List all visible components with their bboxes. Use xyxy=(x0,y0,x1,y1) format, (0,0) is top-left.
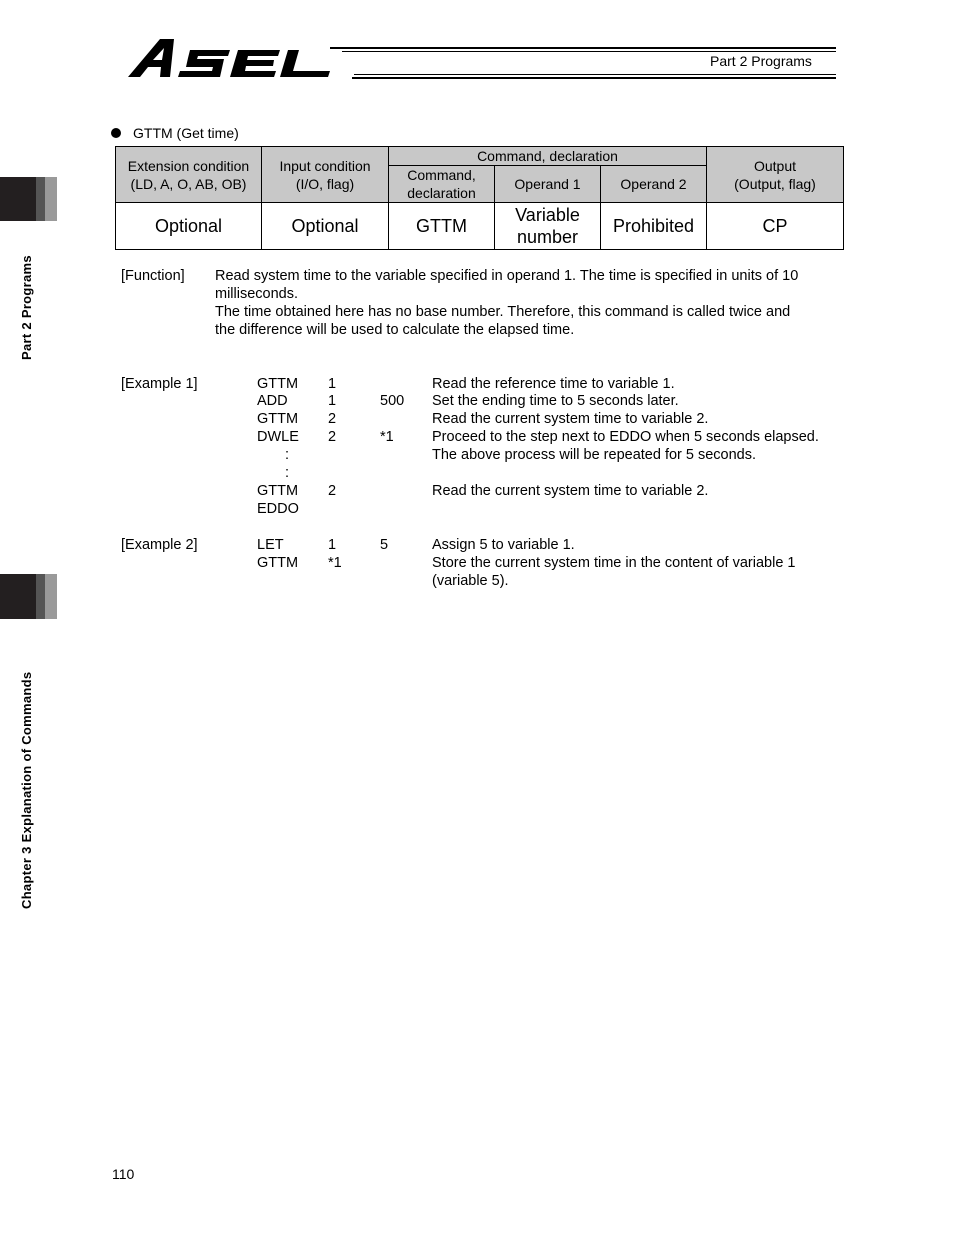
value-input-condition: Optional xyxy=(262,203,389,250)
header-command-declaration-group: Command, declaration xyxy=(389,147,707,166)
value-extension-condition: Optional xyxy=(116,203,262,250)
example-cmd: GTTM xyxy=(257,555,299,571)
example-desc: Store the current system time in the content of variable 1 xyxy=(432,555,796,571)
bullet-icon xyxy=(111,128,121,138)
example-op1: 1 xyxy=(328,376,337,392)
side-tab-top-light xyxy=(45,177,57,221)
side-tab-bottom xyxy=(0,574,36,619)
side-tab-bottom-light xyxy=(45,574,57,619)
header-input-condition: Input condition (I/O, flag) xyxy=(262,147,389,203)
example-op1: 2 xyxy=(328,483,337,499)
example-op1: 1 xyxy=(328,537,337,553)
function-line: The time obtained here has no base number. Therefore, this command is called twice and xyxy=(215,304,791,320)
example-desc: Read the reference time to variable 1. xyxy=(432,376,675,392)
value-output: CP xyxy=(707,203,844,250)
example-op2: *1 xyxy=(380,429,394,445)
function-label: [Function] xyxy=(121,268,185,284)
example-op1: 1 xyxy=(328,393,337,409)
example2-label: [Example 2] xyxy=(121,537,198,553)
example-cmd: GTTM xyxy=(257,411,299,427)
side-tab-top xyxy=(0,177,36,221)
asel-logo xyxy=(126,36,348,80)
header-output: Output (Output, flag) xyxy=(707,147,844,203)
example-cmd: : xyxy=(285,447,290,463)
example-desc: Assign 5 to variable 1. xyxy=(432,537,575,553)
side-label-part: Part 2 Programs xyxy=(19,255,34,360)
example-op1: 2 xyxy=(328,411,337,427)
value-command: GTTM xyxy=(389,203,495,250)
function-line: Read system time to the variable specified in operand 1. The time is specified in units of 10 xyxy=(215,268,799,284)
header-extension-condition: Extension condition (LD, A, O, AB, OB) xyxy=(116,147,262,203)
side-tab-top-mid xyxy=(36,177,45,221)
example-desc: Set the ending time to 5 seconds later. xyxy=(432,393,679,409)
example-op1: 2 xyxy=(328,429,337,445)
side-tab-bottom-mid xyxy=(36,574,45,619)
example1-label: [Example 1] xyxy=(121,376,198,392)
function-line: the difference will be used to calculate the elapsed time. xyxy=(215,322,575,338)
example-op2: 500 xyxy=(380,393,405,409)
header-operand1: Operand 1 xyxy=(495,166,601,203)
example-desc: The above process will be repeated for 5 seconds. xyxy=(432,447,757,463)
side-label-chapter: Chapter 3 Explanation of Commands xyxy=(19,671,34,909)
example-cmd: EDDO xyxy=(257,501,299,517)
example-desc: Read the current system time to variable 2. xyxy=(432,411,709,427)
example-desc: (variable 5). xyxy=(432,573,509,589)
header-operand2: Operand 2 xyxy=(601,166,707,203)
command-spec-table xyxy=(115,146,844,250)
example-cmd: GTTM xyxy=(257,483,299,499)
function-line: milliseconds. xyxy=(215,286,298,302)
command-title: GTTM (Get time) xyxy=(133,125,239,141)
header-section-title: Part 2 Programs xyxy=(710,53,812,69)
example-cmd: ADD xyxy=(257,393,288,409)
example-cmd: GTTM xyxy=(257,376,299,392)
value-operand1: Variable number xyxy=(495,203,601,250)
example-desc: Read the current system time to variable 2. xyxy=(432,483,709,499)
example-cmd: LET xyxy=(257,537,284,553)
example-op2: 5 xyxy=(380,537,389,553)
example-cmd: : xyxy=(285,465,290,481)
value-operand2: Prohibited xyxy=(601,203,707,250)
example-op1: *1 xyxy=(328,555,342,571)
header-command-declaration: Command, declaration xyxy=(389,166,495,203)
example-desc: Proceed to the step next to EDDO when 5 seconds elapsed. xyxy=(432,429,819,445)
example-cmd: DWLE xyxy=(257,429,299,445)
page-number: 110 xyxy=(112,1166,135,1182)
